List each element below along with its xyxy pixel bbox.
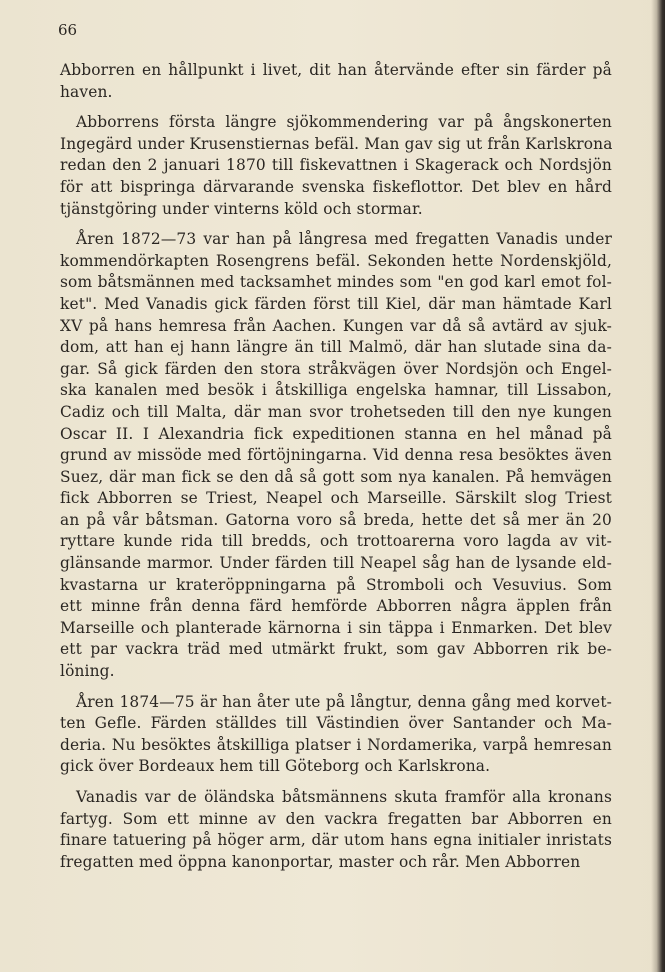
paragraph — [60, 229, 612, 682]
text-line: som båtsmännen med tacksamhet mindes som "en god karl emot fol- — [60, 273, 612, 292]
text-line: Marseille och planterade kärnorna i sin täppa i Enmarken. Det blev — [60, 618, 612, 637]
body-text — [60, 60, 612, 882]
text-line: kvastarna ur krateröppningarna på Stromboli och Vesuvius. Som — [60, 575, 612, 594]
text-line: glänsande marmor. Under färden till Neapel såg han de lysande eld- — [60, 554, 612, 573]
text-line: fick Abborren se Triest, Neapel och Marseille. Särskilt slog Triest — [60, 489, 612, 508]
paragraph — [60, 60, 612, 103]
text-line: redan den 2 januari 1870 till fiskevattnen i Skagerack och Nordsjön — [60, 156, 612, 175]
text-line: Abborrens första längre sjökommendering var på ångskonerten — [76, 113, 612, 132]
text-line: grund av missöde med förtöjningarna. Vid denna resa besöktes även — [60, 446, 612, 465]
text-line: kommendörkapten Rosengrens befäl. Sekonden hette Nordenskjöld, — [60, 251, 612, 270]
paragraph — [60, 112, 612, 220]
text-line: Åren 1874—75 är han åter ute på långtur, denna gång med korvet- — [76, 692, 612, 711]
paragraph — [60, 692, 612, 778]
book-spine-shadow — [651, 0, 665, 972]
text-line: fartyg. Som ett minne av den vackra fregatten bar Abborren en — [60, 809, 612, 828]
text-line: Vanadis var de öländska båtsmännens skuta framför alla kronans — [76, 788, 612, 806]
text-line: löning. — [60, 662, 115, 681]
text-line: ket". Med Vanadis gick färden först till Kiel, där man hämtade Karl — [60, 294, 612, 313]
text-line: tjänstgöring under vinterns köld och stormar. — [60, 199, 423, 218]
text-line: XV på hans hemresa från Aachen. Kungen var då så avtärd av sjuk- — [60, 316, 612, 335]
text-line: dom, att han ej hann längre än till Malmö, där han slutade sina da- — [60, 338, 612, 357]
text-line: fregatten med öppna kanonportar, master och rår. Men Abborren — [60, 852, 581, 871]
text-line: Abborren en hållpunkt i livet, dit han återvände efter sin färder på — [60, 61, 612, 79]
text-line: Oscar II. I Alexandria fick expeditionen stanna en hel månad på — [60, 424, 612, 443]
text-line: deria. Nu besöktes åtskilliga platser i Nordamerika, varpå hemresan — [60, 735, 612, 754]
paragraph — [60, 787, 612, 873]
text-line: ett minne från denna färd hemförde Abborren några äpplen från — [60, 597, 612, 616]
text-line: gar. Så gick färden den stora stråkvägen över Nordsjön och Engel- — [60, 359, 612, 378]
text-line: Cadiz och till Malta, där man svor trohetseden till den nye kungen — [60, 402, 612, 421]
text-line: Åren 1872—73 var han på långresa med fregatten Vanadis under — [76, 230, 612, 249]
text-line: ryttare kunde rida till bredds, och trottoarerna voro lagda av vit- — [60, 532, 612, 551]
text-line: haven. — [60, 82, 113, 101]
text-line: Ingegärd under Krusenstiernas befäl. Man gav sig ut från Karlskrona — [60, 134, 613, 153]
text-line: Suez, där man fick se den då så gott som nya kanalen. På hemvägen — [60, 467, 612, 486]
text-line: gick över Bordeaux hem till Göteborg och Karlskrona. — [60, 757, 491, 776]
text-line: ten Gefle. Färden ställdes till Västindien över Santander och Ma- — [60, 714, 612, 733]
text-line: för att bispringa därvarande svenska fiskeflottor. Det blev en hård — [60, 177, 612, 196]
text-line: ett par vackra träd med utmärkt frukt, som gav Abborren rik be- — [60, 640, 612, 659]
text-line: an på vår båtsman. Gatorna voro så breda, hette det så mer än 20 — [60, 510, 612, 529]
text-line: finare tatuering på höger arm, där utom hans egna initialer inristats — [60, 831, 612, 850]
text-line: ska kanalen med besök i åtskilliga engelska hamnar, till Lissabon, — [60, 381, 612, 400]
page-number: 66 — [58, 21, 78, 39]
